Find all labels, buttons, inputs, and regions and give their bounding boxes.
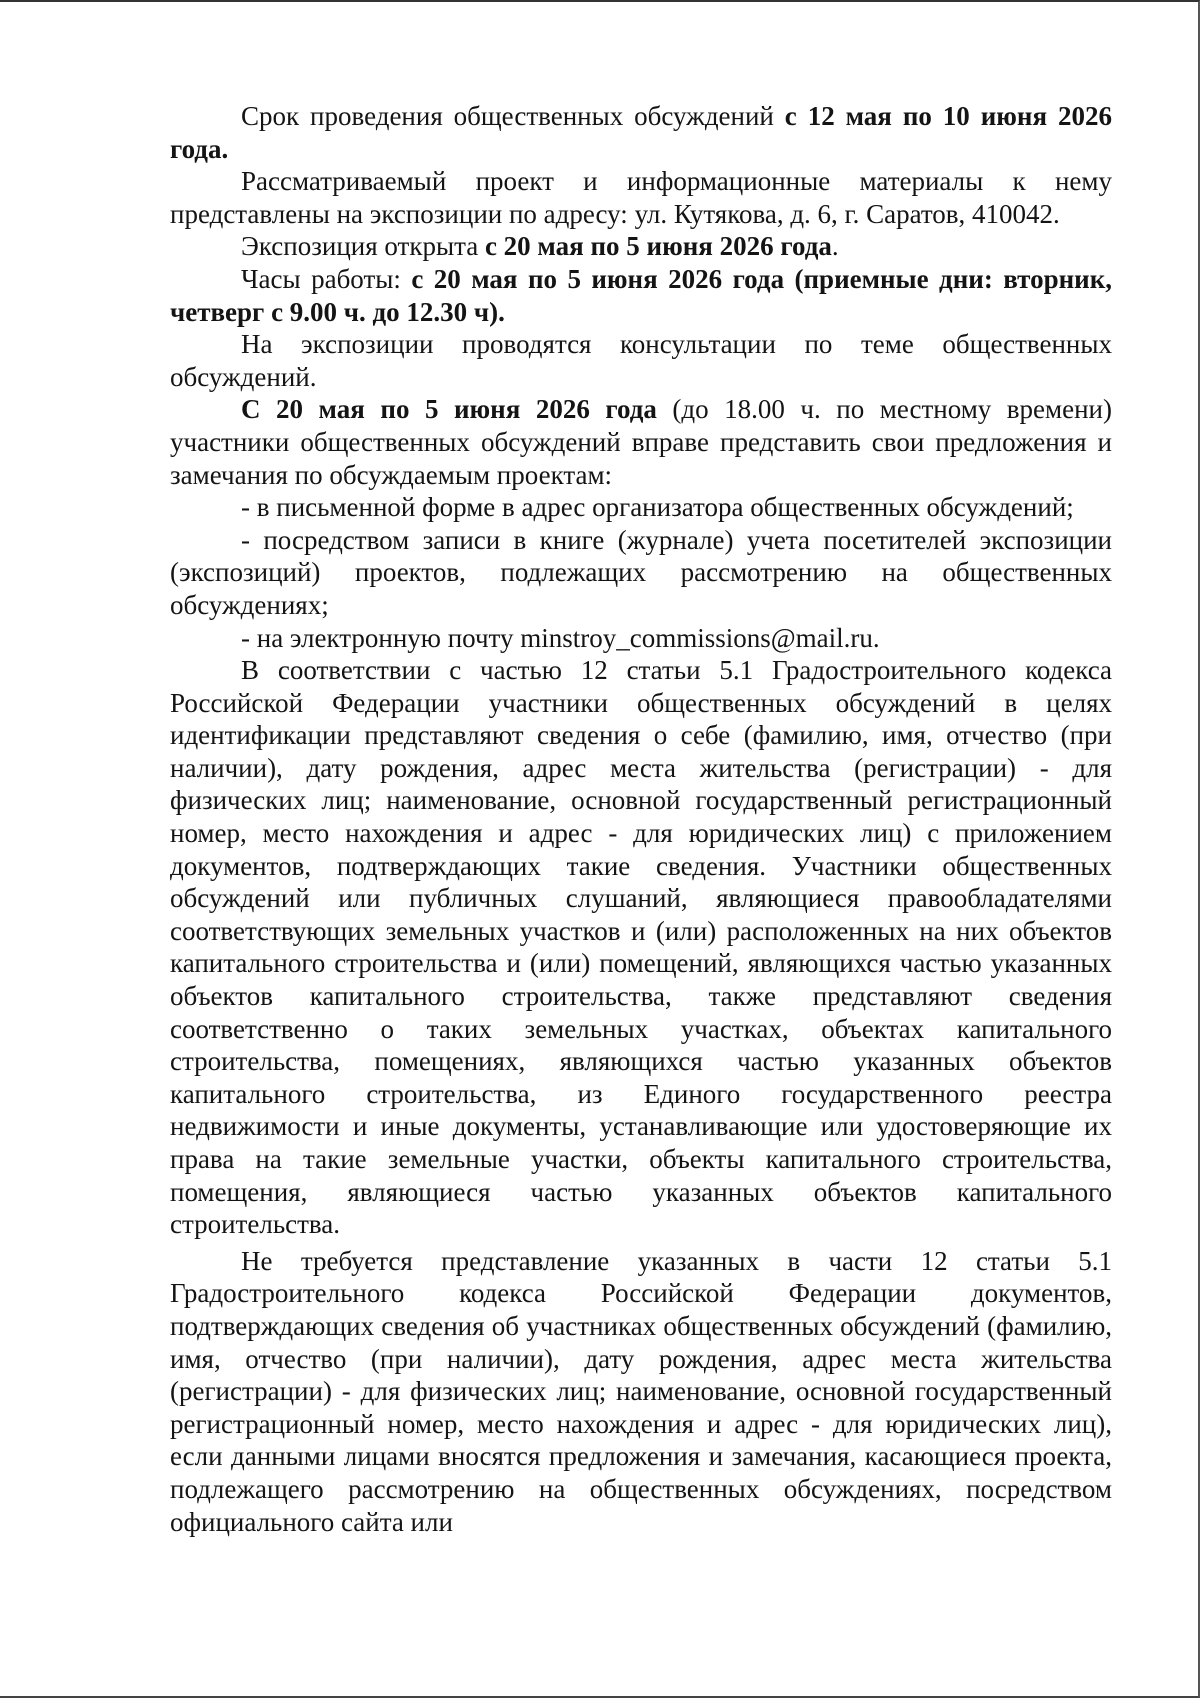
paragraph-discussion-period (170, 100, 1112, 165)
text-run: На экспозиции проводятся консультации по теме общественных обсуждений. (170, 329, 1112, 392)
text-run-bold: с 12 мая по 10 июня 2026 года. (170, 101, 1112, 164)
text-run: В соответствии с частью 12 статьи 5.1 Градостроительного кодекса Российской Федерации участники общественных обсуждений в целях идентификации представляют сведения о себе (фамилию, имя, отчество (при наличии), дату рождения, адрес места жительства (регистрации) - для физических лиц; наименование, основной государственный регистрационный номер, место нахождения и адрес - для юридических лиц) с приложением документов, подтверждающих такие сведения. Участники общественных обсуждений или публичных слушаний, являющиеся правообладателями соответствующих земельных участков и (или) расположенных на них объектов капитального строительства и (или) помещений, являющихся частью указанных объектов капитального строительства, также представляют сведения соответственно о таких земельных участках, объектах капитального строительства, помещениях, являющихся частью указанных объектов капитального строительства, из Единого государственного реестра недвижимости и иные документы, устанавливающие или удостоверяющие их права на такие земельные участки, объекты капитального строительства, помещения, являющиеся частью указанных объектов капитального строительства. (170, 655, 1112, 1240)
text-run-bold: С 20 мая по 5 июня 2026 года (241, 394, 657, 425)
text-run: . (831, 231, 839, 262)
text-run: - в письменной форме в адрес организатора общественных обсуждений; (241, 492, 1074, 523)
text-run: (до 18.00 ч. по местному времени) участники общественных обсуждений вправе представить свои предложения и замечания по обсуждаемым проектам: (170, 394, 1112, 490)
text-run: Не требуется представление указанных в части 12 статьи 5.1 Градостроительного кодекса Российской Федерации документов, подтверждающих сведения об участниках общественных обсуждений (фамилию, имя, отчество (при наличии), дату рождения, адрес места жительства (регистрации) - для физических лиц; наименование, основной государственный регистрационный номер, место нахождения и адрес - для юридических лиц), если данными лицами вносятся предложения и замечания, касающиеся проекта, подлежащего рассмотрению на общественных обсуждениях, посредством официального сайта или (170, 1245, 1112, 1537)
list-item-visitor-book (170, 524, 1112, 622)
text-run: - посредством записи в книге (журнале) учета посетителей экспозиции (экспозиций) проектов, подлежащих рассмотрению на общественных обсуждениях; (170, 524, 1112, 620)
paragraph-identification-requirements (170, 654, 1112, 1241)
paragraph-exposition-address (170, 165, 1112, 230)
text-run-bold: с 20 мая по 5 июня 2026 года (484, 231, 832, 262)
paragraph-consultations (170, 328, 1112, 393)
list-item-written-form (170, 491, 1112, 524)
paragraph-working-hours (170, 263, 1112, 328)
document-body (170, 100, 1112, 1538)
paragraph-exposition-open (170, 230, 1112, 263)
text-run: Экспозиция открыта (241, 231, 485, 262)
text-run: Рассматриваемый проект и информационные материалы к нему представлены на экспозиции по адресу: ул. Кутякова, д. 6, г. Саратов, 410042. (170, 166, 1112, 229)
paragraph-submission-period (170, 393, 1112, 491)
paragraph-documents-not-required (170, 1245, 1112, 1538)
list-item-email (170, 622, 1112, 655)
text-run: Срок проведения общественных обсуждений (241, 101, 785, 131)
text-run: Часы работы: (241, 263, 412, 294)
text-run: - на электронную почту minstroy_commissions@mail.ru. (241, 622, 880, 653)
text-run-bold: с 20 мая по 5 июня 2026 года (приемные дни: вторник, четверг с 9.00 ч. до 12.30 ч). (170, 263, 1112, 327)
